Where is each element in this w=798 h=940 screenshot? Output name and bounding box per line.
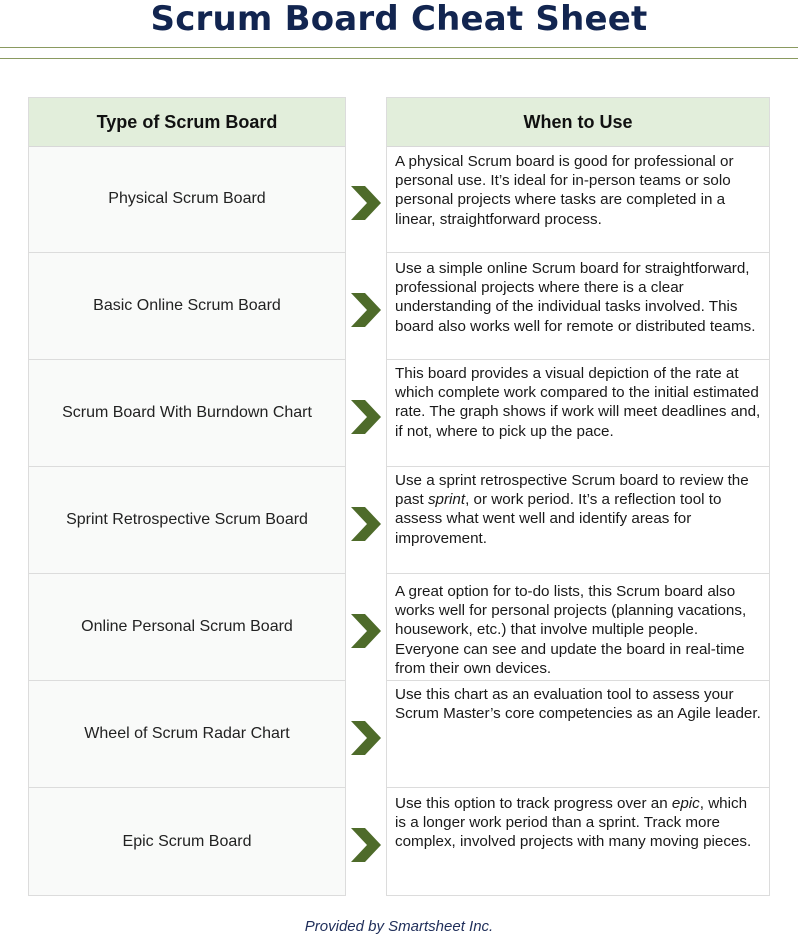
type-column (28, 97, 346, 896)
chevron-right-icon (349, 291, 383, 329)
when-text: Use a sprint retrospective Scrum board to review the past (395, 472, 749, 509)
when-text: , or work period. It’s a reflection tool to assess what went well and identify areas for improvement. (395, 491, 722, 547)
chevron-right-icon (349, 612, 383, 650)
chevron-right-icon (349, 505, 383, 543)
when-text: Use this option to track progress over an (395, 795, 672, 812)
type-column-header: Type of Scrum Board (29, 98, 345, 147)
type-cell: Wheel of Scrum Radar Chart (29, 681, 345, 788)
chevron-right-icon (349, 826, 383, 864)
when-emphasis: epic (671, 795, 700, 812)
page-title: Scrum Board Cheat Sheet (150, 0, 648, 39)
footer-credit: Provided by Smartsheet Inc. (304, 918, 494, 935)
chevron-right-icon (349, 184, 383, 222)
when-column-header: When to Use (387, 98, 769, 147)
when-emphasis: sprint (427, 491, 466, 509)
when-cell: A great option for to-do lists, this Scrum board also works well for personal projects (planning vacations, housework, etc.) that involve multiple people. Everyone can see and update the board in real-time from their own devices. (387, 574, 769, 681)
title-rule-top (0, 47, 798, 48)
type-cell: Physical Scrum Board (29, 146, 345, 253)
when-cell (387, 788, 769, 895)
type-cell: Scrum Board With Burndown Chart (29, 360, 345, 467)
when-cell: A physical Scrum board is good for professional or personal use. It’s ideal for in-person teams or solo personal projects where tasks are completed in a linear, straightforward process. (387, 146, 769, 253)
title-rule-bottom (0, 58, 798, 59)
when-cell: This board provides a visual depiction of the rate at which complete work compared to the initial estimated rate. The graph shows if work will meet deadlines and, if not, where to pick up the pace. (387, 360, 769, 467)
chevron-right-icon (349, 398, 383, 436)
when-cell: Use a simple online Scrum board for straightforward, professional projects where there is a clear understanding of the individual tasks involved. This board also works well for remote or distributed teams. (387, 253, 769, 360)
when-column (386, 97, 770, 896)
type-cell: Sprint Retrospective Scrum Board (29, 467, 345, 574)
when-cell: Use this chart as an evaluation tool to assess your Scrum Master’s core competencies as an Agile leader. (387, 681, 769, 788)
when-text: , which is a longer work period than a sprint. Track more complex, involved projects with many moving pieces. (395, 795, 752, 851)
when-cell (387, 467, 769, 574)
chevron-right-icon (349, 719, 383, 757)
type-cell: Online Personal Scrum Board (29, 574, 345, 681)
type-cell: Basic Online Scrum Board (29, 253, 345, 360)
type-cell: Epic Scrum Board (122, 832, 252, 850)
